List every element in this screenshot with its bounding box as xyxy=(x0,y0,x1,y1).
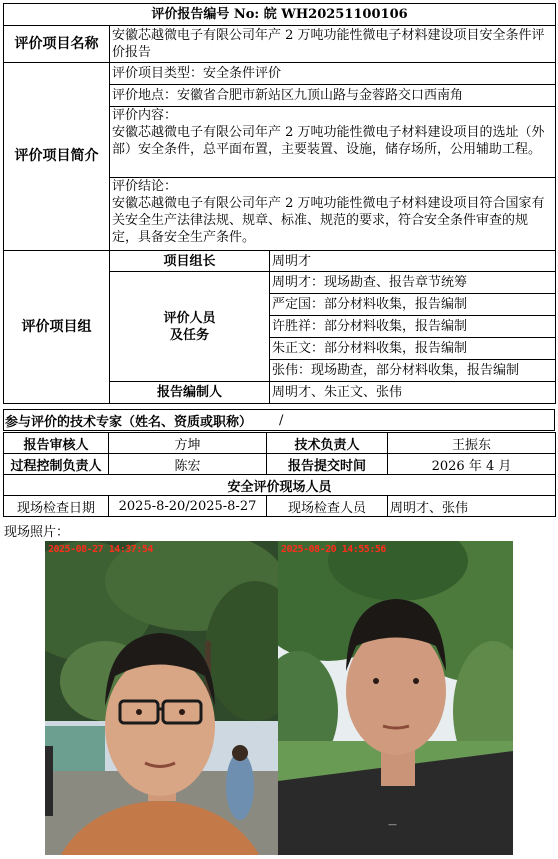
experts-value: / xyxy=(277,410,555,431)
site-photo-2 xyxy=(278,541,513,855)
team-member-2: 严定国：部分材料收集，报告编制 xyxy=(270,294,556,316)
tech-lead-value: 王振东 xyxy=(388,433,556,454)
onsite-date-label: 现场检查日期 xyxy=(4,496,109,517)
team-member-1: 周明才：现场勘查、报告章节统筹 xyxy=(270,272,556,294)
team-member-5: 张伟：现场勘查，部分材料收集，报告编制 xyxy=(270,360,556,382)
site-photo-1-image xyxy=(45,541,278,855)
review-table xyxy=(3,432,556,517)
process-lead-label: 过程控制负责人 xyxy=(4,454,109,475)
project-type: 评价项目类型：安全条件评价 xyxy=(110,63,555,85)
report-number-header xyxy=(4,4,556,26)
report-writers-value: 周明才、朱正文、张伟 xyxy=(270,382,556,404)
project-content-text: 安徽芯越微电子有限公司年产 2 万吨功能性微电子材料建设项目的选址（外部）安全条件，总平面布置，主要装置、设施，储存场所，公用辅助工程。 xyxy=(112,125,545,157)
team-leader-label: 项目组长 xyxy=(110,251,270,272)
report-number-label: 评价报告编号 xyxy=(151,7,230,22)
site-photos-label: 现场照片： xyxy=(4,525,70,540)
team-label: 评价项目组 xyxy=(4,251,110,404)
project-name-value: 安徽芯越微电子有限公司年产 2 万吨功能性微电子材料建设项目安全条件评价报告 xyxy=(110,26,556,63)
experts-label: 参与评价的技术专家（姓名、资质或职称） xyxy=(4,410,278,431)
report-number-value: No: 皖 WH20251100106 xyxy=(233,7,408,22)
project-location: 评价地点：安徽省合肥市新站区九顶山路与金蓉路交口西南角 xyxy=(110,85,555,107)
process-lead-value: 陈宏 xyxy=(109,454,267,475)
evaluation-info-table xyxy=(3,3,556,404)
report-writers-label: 报告编制人 xyxy=(110,382,270,404)
team-members-label-line2: 及任务 xyxy=(169,327,209,343)
team-member-4: 朱正文：部分材料收集，报告编制 xyxy=(270,338,556,360)
svg-text:—: — xyxy=(388,820,397,830)
submit-time-value: 2026 年 4 月 xyxy=(388,454,556,475)
onsite-title: 安全评价现场人员 xyxy=(4,475,556,496)
tech-lead-label: 技术负责人 xyxy=(267,433,388,454)
site-photo-2-image xyxy=(278,541,513,855)
submit-time-label: 报告提交时间 xyxy=(267,454,388,475)
project-conclusion-text: 安徽芯越微电子有限公司年产 2 万吨功能性微电子材料建设项目符合国家有关安全生产法律法规、规章、标准、规范的要求，符合安全条件审查的规定，具备安全生产条件。 xyxy=(112,196,545,245)
photo-1-timestamp: 2025-08-27 14:37:54 xyxy=(48,544,153,555)
onsite-date-value: 2025-8-20/2025-8-27 xyxy=(109,496,267,517)
experts-row xyxy=(3,409,555,431)
project-name-label: 评价项目名称 xyxy=(4,26,110,63)
project-intro-label: 评价项目简介 xyxy=(4,63,110,251)
project-content xyxy=(110,107,555,178)
reviewer-value: 方坤 xyxy=(109,433,267,454)
project-conclusion xyxy=(110,178,555,251)
reviewer-label: 报告审核人 xyxy=(4,433,109,454)
onsite-staff-value: 周明才、张伟 xyxy=(388,496,556,517)
team-member-3: 许胜祥：部分材料收集，报告编制 xyxy=(270,316,556,338)
team-members-label-line1: 评价人员 xyxy=(163,310,216,326)
project-intro-cell xyxy=(110,63,556,251)
photo-2-timestamp: 2025-08-20 14:55:56 xyxy=(281,544,386,555)
project-content-title: 评价内容： xyxy=(112,108,178,123)
site-photo-1 xyxy=(45,541,278,855)
team-leader-value: 周明才 xyxy=(270,251,556,272)
project-conclusion-title: 评价结论： xyxy=(112,179,178,194)
team-members-label xyxy=(110,272,270,382)
onsite-staff-label: 现场检查人员 xyxy=(267,496,388,517)
